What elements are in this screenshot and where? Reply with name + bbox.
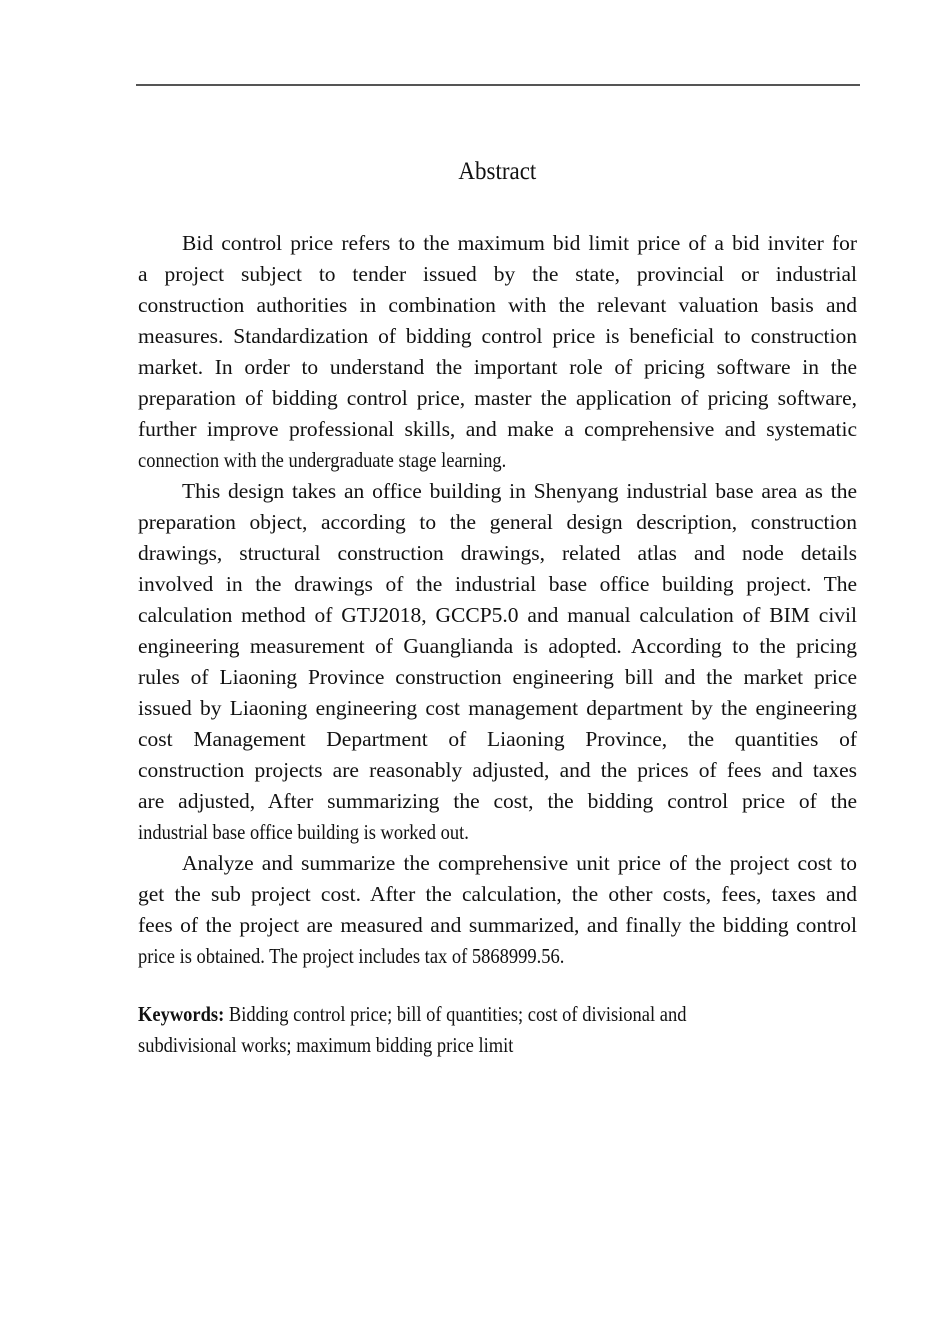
text-line: calculation method of GTJ2018, GCCP5.0 and manual calculation of BIM civil [138, 603, 857, 627]
text-line: preparation object, according to the general design description, construction [138, 510, 857, 534]
text-line: industrial base office building is worked out. [138, 820, 469, 844]
text-line: further improve professional skills, and make a comprehensive and systematic [138, 417, 857, 441]
text-line: price is obtained. The project includes tax of 5868999.56. [138, 944, 565, 968]
text-line: cost Management Department of Liaoning Province, the quantities of [138, 727, 857, 751]
paragraph-1 [138, 228, 857, 476]
text-line: fees of the project are measured and summarized, and finally the bidding control [138, 913, 857, 937]
keywords-text: Bidding control price; bill of quantities; cost of divisional and [224, 1002, 687, 1026]
text-line: This design takes an office building in Shenyang industrial base area as the [182, 479, 857, 503]
keywords-text: subdivisional works; maximum bidding price limit [138, 1033, 514, 1057]
text-line: construction projects are reasonably adjusted, and the prices of fees and taxes [138, 758, 857, 782]
abstract-body [138, 228, 857, 972]
text-line: market. In order to understand the important role of pricing software in the [138, 355, 857, 379]
text-line: engineering measurement of Guanglianda is adopted. According to the pricing [138, 634, 857, 658]
text-line: construction authorities in combination with the relevant valuation basis and [138, 293, 857, 317]
text-line: Analyze and summarize the comprehensive unit price of the project cost to [182, 851, 857, 875]
abstract-title [0, 158, 950, 186]
text-line: are adjusted, After summarizing the cost, the bidding control price of the [138, 789, 857, 813]
text-line: measures. Standardization of bidding control price is beneficial to construction [138, 324, 857, 348]
text-line: a project subject to tender issued by the state, provincial or industrial [138, 262, 857, 286]
text-line: Bid control price refers to the maximum bid limit price of a bid inviter for [182, 231, 857, 255]
paragraph-3 [138, 848, 857, 972]
text-line: drawings, structural construction drawings, related atlas and node details [138, 541, 857, 565]
keywords-label: Keywords: [138, 1002, 225, 1026]
header-rule [136, 84, 860, 86]
text-line: get the sub project cost. After the calculation, the other costs, fees, taxes and [138, 882, 857, 906]
text-line: issued by Liaoning engineering cost management department by the engineering [138, 696, 857, 720]
abstract-title-text: Abstract [458, 158, 537, 185]
keywords-section [138, 999, 857, 1061]
text-line: rules of Liaoning Province construction engineering bill and the market price [138, 665, 857, 689]
text-line: connection with the undergraduate stage learning. [138, 448, 507, 472]
text-line: involved in the drawings of the industrial base office building project. The [138, 572, 857, 596]
text-line: preparation of bidding control price, master the application of pricing software, [138, 386, 857, 410]
paragraph-2 [138, 476, 857, 848]
